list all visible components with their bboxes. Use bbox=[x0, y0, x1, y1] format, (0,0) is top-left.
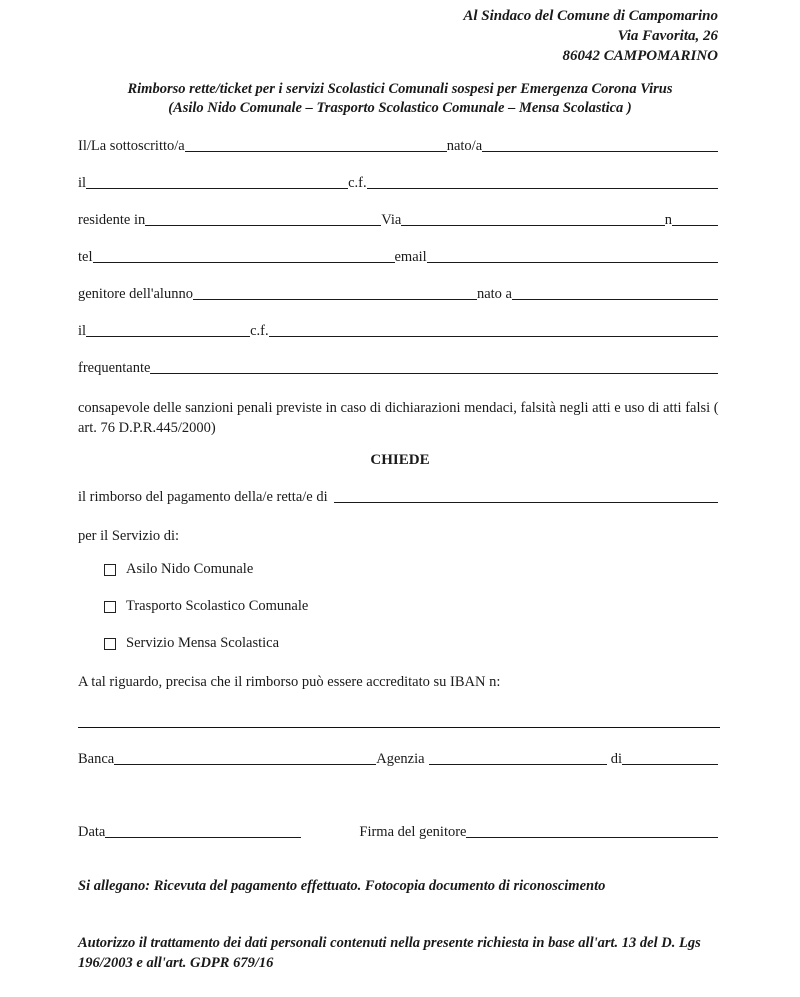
label-cf-alunno: c.f. bbox=[250, 323, 269, 339]
label-sottoscritto: Il/La sottoscritto/a bbox=[78, 138, 185, 154]
row-il-cf-alunno bbox=[78, 319, 718, 341]
option-trasporto[interactable] bbox=[104, 598, 308, 615]
option-mensa[interactable] bbox=[104, 635, 279, 652]
field-rimborso[interactable] bbox=[334, 502, 718, 503]
option-asilo-label: Asilo Nido Comunale bbox=[126, 561, 254, 577]
field-tel[interactable] bbox=[93, 262, 395, 263]
row-genitore bbox=[78, 282, 718, 304]
row-data-firma bbox=[78, 820, 718, 842]
label-il: il bbox=[78, 175, 87, 191]
servizio-label: per il Servizio di: bbox=[78, 528, 180, 544]
row-frequentante bbox=[78, 356, 718, 378]
label-email: email bbox=[394, 249, 427, 265]
field-nato[interactable] bbox=[482, 151, 718, 152]
checkbox-asilo[interactable] bbox=[104, 564, 116, 576]
label-genitore: genitore dell'alunno bbox=[78, 286, 193, 302]
field-cf[interactable] bbox=[367, 188, 718, 189]
field-firma[interactable] bbox=[466, 837, 718, 838]
field-nato-a[interactable] bbox=[512, 299, 718, 300]
field-genitore[interactable] bbox=[193, 299, 477, 300]
field-cf-alunno[interactable] bbox=[269, 336, 718, 337]
iban-text: A tal riguardo, precisa che il rimborso può essere accreditato su IBAN n: bbox=[78, 674, 501, 690]
field-n[interactable] bbox=[672, 225, 718, 226]
field-banca[interactable] bbox=[114, 764, 376, 765]
field-via[interactable] bbox=[401, 225, 664, 226]
label-data: Data bbox=[78, 824, 106, 840]
label-rimborso: il rimborso del pagamento della/e retta/e di bbox=[78, 489, 328, 505]
label-n: n bbox=[664, 212, 672, 228]
declaration-text: consapevole delle sanzioni penali previste in caso di dichiarazioni mendaci, falsità negli atti e uso di atti falsi ( art. 76 D.P.R.445/2000) bbox=[78, 400, 719, 436]
option-mensa-label: Servizio Mensa Scolastica bbox=[126, 635, 280, 651]
checkbox-mensa[interactable] bbox=[104, 638, 116, 650]
field-iban[interactable] bbox=[78, 727, 720, 728]
label-di: di bbox=[610, 751, 622, 767]
field-frequentante[interactable] bbox=[150, 373, 718, 374]
form-title-line-1: Rimborso rette/ticket per i servizi Scolastici Comunali sospesi per Emergenza Corona Virus bbox=[127, 81, 673, 97]
address-line-1: Al Sindaco del Comune di Campomarino bbox=[463, 8, 718, 24]
row-tel-email bbox=[78, 245, 718, 267]
label-nato: nato/a bbox=[446, 138, 483, 154]
form-title bbox=[0, 80, 800, 118]
address-line-2: Via Favorita, 26 bbox=[617, 28, 718, 44]
field-di[interactable] bbox=[622, 764, 718, 765]
row-il-cf bbox=[78, 171, 718, 193]
label-il-alunno: il bbox=[78, 323, 87, 339]
option-trasporto-label: Trasporto Scolastico Comunale bbox=[126, 598, 309, 614]
form-title-line-2: (Asilo Nido Comunale – Trasporto Scolastico Comunale – Mensa Scolastica ) bbox=[168, 100, 632, 116]
field-il-alunno[interactable] bbox=[86, 336, 250, 337]
privacy-note: Autorizzo il trattamento dei dati personali contenuti nella presente richiesta in base all'art. 13 del D. Lgs 196/2003 e all'art. GDPR 679/16 bbox=[78, 935, 701, 971]
label-cf: c.f. bbox=[348, 175, 367, 191]
attachments-note: Si allegano: Ricevuta del pagamento effettuato. Fotocopia documento di riconoscimento bbox=[78, 878, 606, 894]
row-rimborso bbox=[78, 485, 718, 507]
row-residente bbox=[78, 208, 718, 230]
label-via: Via bbox=[381, 212, 402, 228]
field-sottoscritto[interactable] bbox=[185, 151, 447, 152]
field-il[interactable] bbox=[86, 188, 348, 189]
row-sottoscritto bbox=[78, 134, 718, 156]
label-banca: Banca bbox=[78, 751, 115, 767]
checkbox-trasporto[interactable] bbox=[104, 601, 116, 613]
label-firma: Firma del genitore bbox=[359, 824, 467, 840]
label-residente: residente in bbox=[78, 212, 146, 228]
field-agenzia[interactable] bbox=[429, 764, 607, 765]
field-residente[interactable] bbox=[145, 225, 381, 226]
recipient-address bbox=[463, 6, 718, 66]
field-data[interactable] bbox=[105, 837, 301, 838]
field-email[interactable] bbox=[427, 262, 718, 263]
label-frequentante: frequentante bbox=[78, 360, 151, 376]
option-asilo[interactable] bbox=[104, 561, 253, 578]
chiede-heading: CHIEDE bbox=[370, 452, 430, 468]
label-tel: tel bbox=[78, 249, 93, 265]
address-line-3: 86042 CAMPOMARINO bbox=[562, 48, 718, 64]
label-nato-a: nato a bbox=[476, 286, 512, 302]
row-banca bbox=[78, 747, 718, 769]
label-agenzia: Agenzia bbox=[376, 751, 425, 767]
